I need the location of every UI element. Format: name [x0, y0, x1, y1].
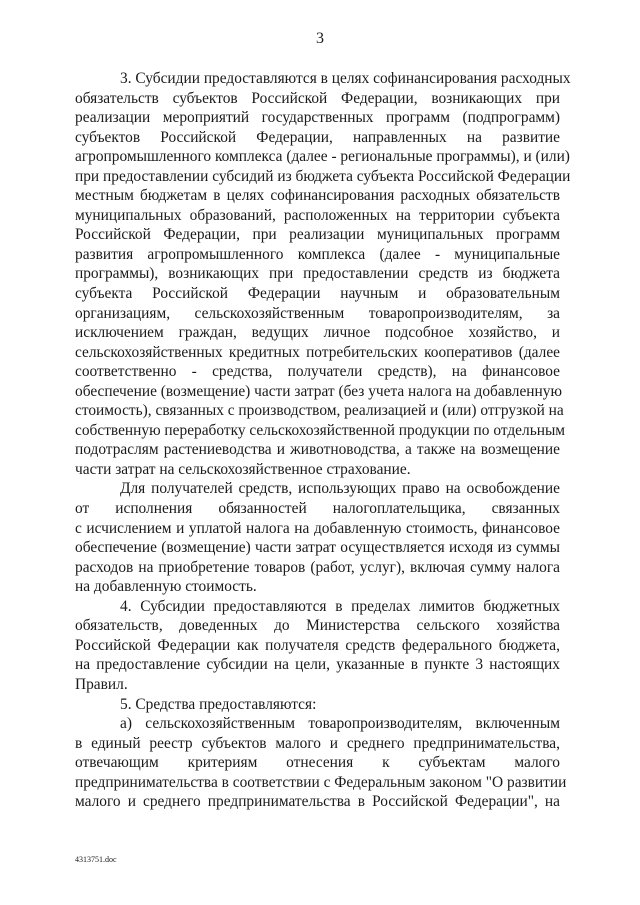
text-line: 3. Субсидии предоставляются в целях софинансирования расходных: [120, 70, 571, 87]
text-line: Российской Федерации, при реализации муниципальных программ: [75, 226, 560, 244]
text-line: в единый реестр субъектов малого и среднего предпринимательства,: [75, 734, 560, 752]
text-line: обязательств субъектов Российской Федерации, возникающих при: [75, 89, 560, 107]
text-line: стоимость), связанных с производством, реализацией и (или) отгрузкой на: [75, 402, 564, 420]
text-line: при предоставлении субсидий из бюджета субъекта Российской Федерации: [75, 167, 571, 185]
text-line: развития агропромышленного комплекса (далее - муниципальные: [75, 245, 560, 263]
document-body: [75, 69, 571, 812]
text-line: Правил.: [75, 675, 128, 693]
text-line: с исчислением и уплатой налога на добавленную стоимость, финансовое: [75, 519, 560, 537]
text-line: отвечающим критериям отнесения к субъектам малого: [75, 754, 560, 772]
paragraph: [75, 69, 571, 479]
text-line: сельскохозяйственных кредитных потребительских кооперативов (далее: [75, 343, 560, 361]
text-line: соответственно - средства, получатели средств), на финансовое: [75, 363, 560, 381]
text-line: 4. Субсидии предоставляются в пределах лимитов бюджетных: [120, 597, 560, 615]
text-line: 5. Средства предоставляются:: [120, 695, 317, 713]
paragraph: [75, 479, 560, 596]
text-line: Российской Федерации как получателя средств федерального бюджета,: [75, 636, 560, 654]
text-line: собственную переработку сельскохозяйственной продукции по отдельным: [75, 421, 566, 439]
text-line: муниципальных образований, расположенных на территории субъекта: [75, 206, 560, 224]
paragraph: [75, 714, 567, 812]
text-line: реализации мероприятий государственных программ (подпрограмм): [75, 109, 560, 127]
text-line: а) сельскохозяйственным товаропроизводителям, включенным: [120, 715, 560, 733]
text-line: на добавленную стоимость.: [75, 578, 257, 596]
page-number: 3: [316, 30, 324, 47]
text-line: Для получателей средств, использующих право на освобождение: [120, 480, 560, 498]
text-line: субъектов Российской Федерации, направленных на развитие: [75, 128, 560, 146]
text-line: обеспечение (возмещение) части затрат осуществляется исходя из суммы: [75, 539, 560, 557]
text-line: подотраслям растениеводства и животноводства, а также на возмещение: [75, 441, 560, 459]
text-line: исключением граждан, ведущих личное подсобное хозяйство, и: [75, 324, 560, 342]
text-line: обязательств, доведенных до Министерства сельского хозяйства: [75, 617, 560, 635]
text-line: на предоставление субсидии на цели, указанные в пункте 3 настоящих: [75, 656, 560, 674]
text-line: обеспечение (возмещение) части затрат (без учета налога на добавленную: [75, 382, 562, 400]
text-line: местным бюджетам в целях софинансирования расходных обязательств: [75, 187, 560, 205]
text-line: расходов на приобретение товаров (работ, услуг), включая сумму налога: [75, 558, 560, 576]
text-line: программы), возникающих при предоставлении средств из бюджета: [75, 265, 560, 283]
text-line: организациям, сельскохозяйственным товаропроизводителям, за: [75, 304, 560, 322]
text-line: части затрат на сельскохозяйственное страхование.: [75, 460, 411, 478]
footer-filename: 4313751.doc: [75, 855, 117, 864]
text-line: от исполнения обязанностей налогоплательщика, связанных: [75, 500, 560, 518]
text-line: агропромышленного комплекса (далее - региональные программы), и (или): [75, 148, 570, 166]
paragraph: [75, 695, 560, 715]
text-line: малого и среднего предпринимательства в Российской Федерации", на: [75, 793, 560, 811]
text-line: субъекта Российской Федерации научным и образовательным: [75, 285, 560, 303]
text-line: предпринимательства в соответствии с Федеральным законом "О развитии: [75, 773, 567, 791]
paragraph: [75, 597, 560, 695]
